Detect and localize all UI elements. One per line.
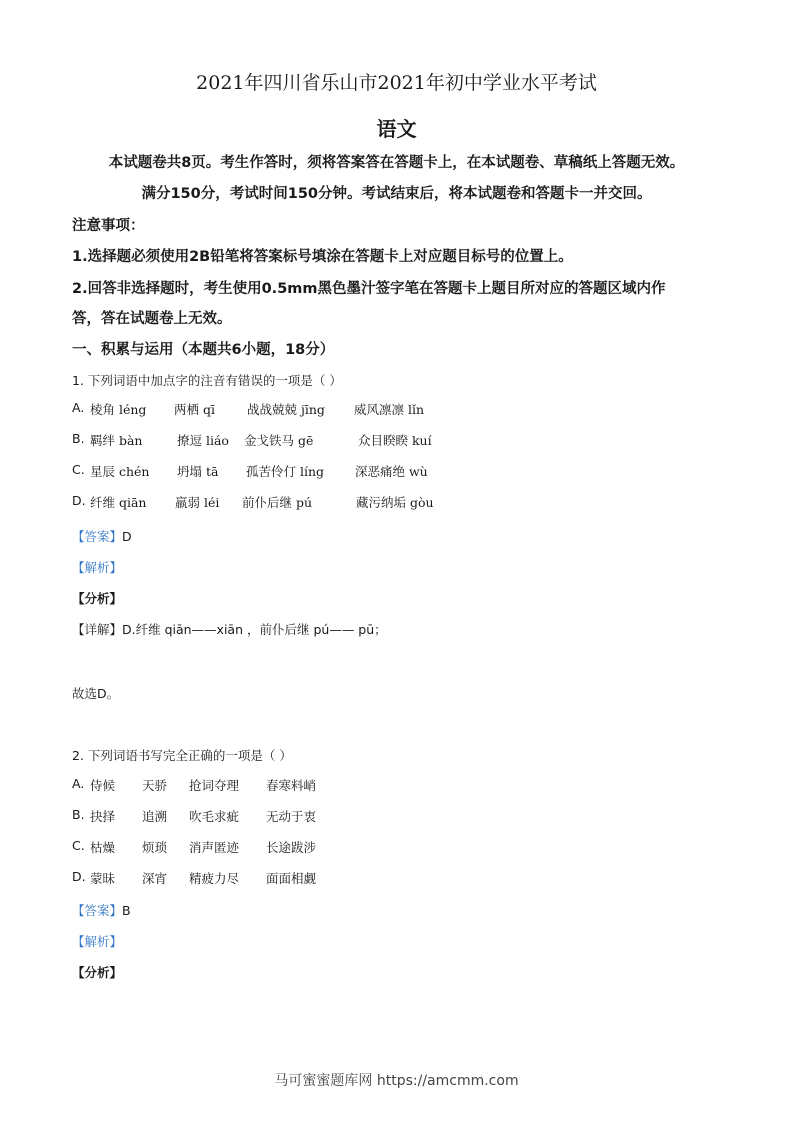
option-word: 坍塌 tā: [177, 464, 219, 479]
option-label: A.: [72, 776, 85, 791]
option-word: 抢词夺理: [189, 778, 240, 793]
option-label: D.: [72, 493, 86, 508]
option-word: 长途跋涉: [266, 840, 317, 855]
q1-fenxi: 【分析】: [72, 591, 123, 606]
option-word: 两栖 qī: [174, 402, 215, 417]
option-word: 吹毛求疵: [189, 809, 240, 824]
option-word: 春寒料峭: [266, 778, 317, 793]
q2-option-b: [72, 807, 317, 824]
option-word: 战战兢兢 jīng: [247, 402, 325, 417]
subject-title: 语文: [376, 117, 417, 141]
option-word: 羁绊 bàn: [90, 433, 143, 448]
intro-line-1: 本试题卷共8页。考生作答时，须将答案答在答题卡上，在本试题卷、草稿纸上答题无效。: [108, 155, 685, 171]
footer-watermark: 马可蜜蜜题库网 https://amcmm.com: [274, 1073, 519, 1089]
option-word: 烦琐: [142, 840, 168, 855]
option-word: 藏污纳垢 gòu: [356, 495, 434, 510]
notice-heading: 注意事项：: [72, 218, 145, 234]
q1-option-c: [72, 462, 428, 479]
notice-2b: 答，答在试题卷上无效。: [72, 311, 232, 327]
q1-analysis: [72, 558, 122, 576]
option-word: 消声匿迹: [189, 840, 240, 855]
option-label: C.: [72, 838, 85, 853]
option-word: 前仆后继 pú: [242, 495, 313, 510]
option-word: 精疲力尽: [189, 871, 240, 886]
answer-value: B: [122, 903, 131, 918]
option-word: 孤苦伶仃 líng: [246, 464, 325, 479]
q1-stem: 1. 下列词语中加点字的注音有错误的一项是（ ）: [72, 373, 342, 388]
analysis-label: 【解析】: [72, 934, 123, 949]
q2-stem: 2. 下列词语书写完全正确的一项是（ ）: [72, 748, 292, 763]
option-word: 棱角 léng: [90, 402, 147, 417]
option-label: B.: [72, 431, 85, 446]
option-label: D.: [72, 869, 86, 884]
answer-value: D: [122, 529, 132, 544]
option-word: 面面相觑: [266, 871, 317, 886]
q2-option-c: [72, 838, 317, 855]
intro-line-2: 满分150分，考试时间150分钟。考试结束后，将本试题卷和答题卡一并交回。: [141, 186, 652, 202]
q1-conclusion: 故选D。: [72, 686, 120, 701]
option-word: 蒙昧: [90, 871, 116, 886]
option-label: C.: [72, 462, 85, 477]
q1-option-b: [72, 431, 432, 448]
exam-title: 2021年四川省乐山市2021年初中学业水平考试: [196, 72, 597, 94]
option-word: 撩逗 liáo: [177, 433, 229, 448]
option-word: 羸弱 léi: [175, 495, 220, 510]
option-word: 无动于衷: [266, 809, 317, 824]
q2-analysis: [72, 932, 122, 950]
option-word: 侍候: [90, 778, 116, 793]
answer-label: 【答案】: [72, 903, 123, 918]
notice-1: 1.选择题必须使用2B铅笔将答案标号填涂在答题卡上对应题目标号的位置上。: [72, 249, 573, 265]
option-label: B.: [72, 807, 85, 822]
option-label: A.: [72, 400, 85, 415]
option-word: 深恶痛绝 wù: [355, 464, 428, 479]
q2-fenxi: 【分析】: [72, 965, 123, 980]
option-word: 纤维 qiān: [90, 495, 147, 510]
answer-label: 【答案】: [72, 529, 123, 544]
notice-2a: 2.回答非选择题时，考生使用0.5mm黑色墨汁签字笔在答题卡上题目所对应的答题区域内作: [72, 281, 666, 297]
q1-option-a: [72, 400, 425, 417]
option-word: 追溯: [142, 809, 168, 824]
option-word: 天骄: [142, 778, 168, 793]
q2-answer: [72, 901, 131, 919]
q2-option-d: [72, 869, 317, 886]
q1-option-d: [72, 493, 434, 510]
option-word: 金戈铁马 gē: [244, 433, 314, 448]
option-word: 威风凛凛 lǐn: [354, 402, 425, 417]
option-word: 星辰 chén: [90, 464, 150, 479]
q1-answer: [72, 527, 132, 545]
option-word: 枯燥: [90, 840, 116, 855]
q1-detail: 【详解】D.纤维 qiān——xiān ，前仆后继 pú—— pū；: [72, 622, 387, 637]
option-word: 深宵: [142, 871, 168, 886]
analysis-label: 【解析】: [72, 560, 123, 575]
section-1-heading: 一、积累与运用（本题共6小题，18分）: [72, 342, 335, 358]
q2-option-a: [72, 776, 317, 793]
option-word: 众目睽睽 kuí: [358, 433, 432, 448]
option-word: 抉择: [90, 809, 116, 824]
